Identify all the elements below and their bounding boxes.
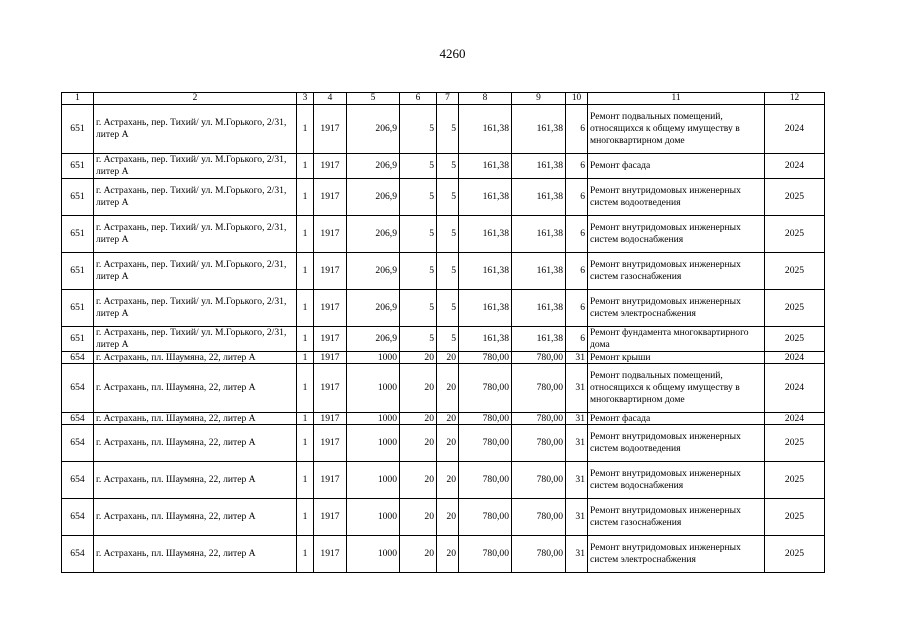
planned-year-cell: 2025 (765, 179, 825, 216)
work-type-cell: Ремонт подвальных помещений, относящихся к общему имуществу в многоквартирном доме (588, 364, 765, 413)
col6-cell: 5 (400, 179, 437, 216)
work-type-cell: Ремонт фасада (588, 154, 765, 179)
work-type-cell: Ремонт внутридомовых инженерных систем газоснабжения (588, 499, 765, 536)
planned-year-cell: 2025 (765, 462, 825, 499)
col6-cell: 20 (400, 499, 437, 536)
total-area-cell: 206,9 (347, 154, 400, 179)
col3-cell: 1 (297, 499, 314, 536)
col10-cell: 31 (566, 364, 588, 413)
total-area-cell: 206,9 (347, 105, 400, 154)
col10-cell: 6 (566, 179, 588, 216)
column-header: 5 (347, 93, 400, 105)
col7-cell: 5 (437, 253, 459, 290)
col3-cell: 1 (297, 154, 314, 179)
col3-cell: 1 (297, 179, 314, 216)
total-area-cell: 1000 (347, 499, 400, 536)
house-number-cell: 651 (62, 179, 94, 216)
col3-cell: 1 (297, 290, 314, 327)
table-row (62, 352, 825, 364)
col9-cell: 161,38 (512, 327, 566, 352)
col10-cell: 6 (566, 253, 588, 290)
work-type-cell: Ремонт внутридомовых инженерных систем водоснабжения (588, 216, 765, 253)
address-cell: г. Астрахань, пер. Тихий/ ул. М.Горького, 2/31, литер А (94, 290, 297, 327)
table-row (62, 179, 825, 216)
col3-cell: 1 (297, 536, 314, 573)
work-type-cell: Ремонт фундамента многоквартирного дома (588, 327, 765, 352)
col6-cell: 5 (400, 105, 437, 154)
planned-year-cell: 2025 (765, 216, 825, 253)
repair-schedule-table (61, 92, 825, 573)
total-area-cell: 206,9 (347, 327, 400, 352)
col9-cell: 161,38 (512, 154, 566, 179)
col7-cell: 20 (437, 499, 459, 536)
column-number-row (62, 93, 825, 105)
col3-cell: 1 (297, 425, 314, 462)
col7-cell: 20 (437, 462, 459, 499)
build-year-cell: 1917 (314, 290, 347, 327)
total-area-cell: 1000 (347, 425, 400, 462)
col9-cell: 161,38 (512, 105, 566, 154)
total-area-cell: 206,9 (347, 216, 400, 253)
table-row (62, 154, 825, 179)
col7-cell: 5 (437, 154, 459, 179)
table-row (62, 253, 825, 290)
work-type-cell: Ремонт внутридомовых инженерных систем газоснабжения (588, 253, 765, 290)
planned-year-cell: 2025 (765, 536, 825, 573)
build-year-cell: 1917 (314, 179, 347, 216)
house-number-cell: 654 (62, 536, 94, 573)
col6-cell: 5 (400, 290, 437, 327)
house-number-cell: 654 (62, 413, 94, 425)
address-cell: г. Астрахань, пер. Тихий/ ул. М.Горького, 2/31, литер А (94, 179, 297, 216)
column-header: 8 (459, 93, 512, 105)
column-header: 1 (62, 93, 94, 105)
planned-year-cell: 2024 (765, 364, 825, 413)
col10-cell: 31 (566, 352, 588, 364)
col8-cell: 161,38 (459, 290, 512, 327)
table-row (62, 499, 825, 536)
col8-cell: 780,00 (459, 462, 512, 499)
page-number: 4260 (439, 46, 466, 61)
col8-cell: 780,00 (459, 536, 512, 573)
col10-cell: 31 (566, 413, 588, 425)
planned-year-cell: 2024 (765, 352, 825, 364)
planned-year-cell: 2025 (765, 499, 825, 536)
house-number-cell: 654 (62, 364, 94, 413)
house-number-cell: 651 (62, 154, 94, 179)
address-cell: г. Астрахань, пер. Тихий/ ул. М.Горького, 2/31, литер А (94, 105, 297, 154)
work-type-cell: Ремонт внутридомовых инженерных систем водоотведения (588, 425, 765, 462)
col9-cell: 780,00 (512, 462, 566, 499)
col9-cell: 780,00 (512, 413, 566, 425)
col6-cell: 5 (400, 327, 437, 352)
col3-cell: 1 (297, 462, 314, 499)
total-area-cell: 1000 (347, 462, 400, 499)
address-cell: г. Астрахань, пл. Шаумяна, 22, литер А (94, 536, 297, 573)
col8-cell: 161,38 (459, 327, 512, 352)
total-area-cell: 1000 (347, 364, 400, 413)
build-year-cell: 1917 (314, 352, 347, 364)
col10-cell: 6 (566, 327, 588, 352)
col9-cell: 780,00 (512, 364, 566, 413)
col10-cell: 6 (566, 216, 588, 253)
build-year-cell: 1917 (314, 327, 347, 352)
col9-cell: 161,38 (512, 253, 566, 290)
column-header: 4 (314, 93, 347, 105)
col8-cell: 161,38 (459, 216, 512, 253)
col9-cell: 780,00 (512, 536, 566, 573)
col9-cell: 161,38 (512, 179, 566, 216)
address-cell: г. Астрахань, пл. Шаумяна, 22, литер А (94, 364, 297, 413)
build-year-cell: 1917 (314, 425, 347, 462)
col10-cell: 31 (566, 536, 588, 573)
col10-cell: 6 (566, 290, 588, 327)
col8-cell: 161,38 (459, 154, 512, 179)
work-type-cell: Ремонт крыши (588, 352, 765, 364)
col10-cell: 31 (566, 462, 588, 499)
table-row (62, 425, 825, 462)
build-year-cell: 1917 (314, 154, 347, 179)
col6-cell: 20 (400, 462, 437, 499)
col8-cell: 780,00 (459, 364, 512, 413)
planned-year-cell: 2025 (765, 290, 825, 327)
address-cell: г. Астрахань, пл. Шаумяна, 22, литер А (94, 413, 297, 425)
address-cell: г. Астрахань, пер. Тихий/ ул. М.Горького, 2/31, литер А (94, 216, 297, 253)
col7-cell: 5 (437, 216, 459, 253)
col8-cell: 780,00 (459, 413, 512, 425)
work-type-cell: Ремонт внутридомовых инженерных систем электроснабжения (588, 290, 765, 327)
table-row (62, 327, 825, 352)
col6-cell: 20 (400, 425, 437, 462)
col10-cell: 31 (566, 499, 588, 536)
address-cell: г. Астрахань, пл. Шаумяна, 22, литер А (94, 499, 297, 536)
table-row (62, 536, 825, 573)
address-cell: г. Астрахань, пер. Тихий/ ул. М.Горького, 2/31, литер А (94, 154, 297, 179)
address-cell: г. Астрахань, пер. Тихий/ ул. М.Горького, 2/31, литер А (94, 253, 297, 290)
col7-cell: 20 (437, 413, 459, 425)
table-row (62, 462, 825, 499)
column-header: 2 (94, 93, 297, 105)
total-area-cell: 1000 (347, 352, 400, 364)
table-row (62, 413, 825, 425)
col8-cell: 161,38 (459, 105, 512, 154)
build-year-cell: 1917 (314, 462, 347, 499)
build-year-cell: 1917 (314, 216, 347, 253)
planned-year-cell: 2025 (765, 327, 825, 352)
planned-year-cell: 2024 (765, 154, 825, 179)
address-cell: г. Астрахань, пер. Тихий/ ул. М.Горького, 2/31, литер А (94, 327, 297, 352)
table-row (62, 105, 825, 154)
build-year-cell: 1917 (314, 413, 347, 425)
table-row (62, 216, 825, 253)
col8-cell: 780,00 (459, 352, 512, 364)
col3-cell: 1 (297, 216, 314, 253)
work-type-cell: Ремонт фасада (588, 413, 765, 425)
column-header: 10 (566, 93, 588, 105)
col10-cell: 6 (566, 105, 588, 154)
column-header: 9 (512, 93, 566, 105)
total-area-cell: 206,9 (347, 253, 400, 290)
work-type-cell: Ремонт внутридомовых инженерных систем водоснабжения (588, 462, 765, 499)
col6-cell: 20 (400, 364, 437, 413)
planned-year-cell: 2024 (765, 105, 825, 154)
col7-cell: 20 (437, 364, 459, 413)
build-year-cell: 1917 (314, 536, 347, 573)
col6-cell: 5 (400, 154, 437, 179)
build-year-cell: 1917 (314, 499, 347, 536)
address-cell: г. Астрахань, пл. Шаумяна, 22, литер А (94, 425, 297, 462)
col6-cell: 20 (400, 536, 437, 573)
house-number-cell: 654 (62, 425, 94, 462)
house-number-cell: 651 (62, 105, 94, 154)
col9-cell: 161,38 (512, 290, 566, 327)
col6-cell: 20 (400, 352, 437, 364)
work-type-cell: Ремонт подвальных помещений, относящихся к общему имуществу в многоквартирном доме (588, 105, 765, 154)
planned-year-cell: 2025 (765, 253, 825, 290)
house-number-cell: 654 (62, 499, 94, 536)
house-number-cell: 651 (62, 253, 94, 290)
col3-cell: 1 (297, 253, 314, 290)
column-header: 3 (297, 93, 314, 105)
house-number-cell: 654 (62, 462, 94, 499)
col7-cell: 20 (437, 536, 459, 573)
col7-cell: 20 (437, 425, 459, 462)
house-number-cell: 651 (62, 216, 94, 253)
house-number-cell: 651 (62, 290, 94, 327)
total-area-cell: 206,9 (347, 179, 400, 216)
build-year-cell: 1917 (314, 364, 347, 413)
house-number-cell: 654 (62, 352, 94, 364)
col8-cell: 780,00 (459, 425, 512, 462)
table-row (62, 364, 825, 413)
col8-cell: 161,38 (459, 179, 512, 216)
col9-cell: 780,00 (512, 352, 566, 364)
column-header: 6 (400, 93, 437, 105)
col6-cell: 20 (400, 413, 437, 425)
col7-cell: 5 (437, 327, 459, 352)
col8-cell: 780,00 (459, 499, 512, 536)
col6-cell: 5 (400, 216, 437, 253)
col10-cell: 31 (566, 425, 588, 462)
work-type-cell: Ремонт внутридомовых инженерных систем электроснабжения (588, 536, 765, 573)
col9-cell: 780,00 (512, 499, 566, 536)
total-area-cell: 1000 (347, 536, 400, 573)
table-row (62, 290, 825, 327)
col3-cell: 1 (297, 352, 314, 364)
col10-cell: 6 (566, 154, 588, 179)
col8-cell: 161,38 (459, 253, 512, 290)
address-cell: г. Астрахань, пл. Шаумяна, 22, литер А (94, 352, 297, 364)
build-year-cell: 1917 (314, 105, 347, 154)
column-header: 11 (588, 93, 765, 105)
col7-cell: 20 (437, 352, 459, 364)
col7-cell: 5 (437, 179, 459, 216)
column-header: 7 (437, 93, 459, 105)
col3-cell: 1 (297, 327, 314, 352)
col9-cell: 780,00 (512, 425, 566, 462)
address-cell: г. Астрахань, пл. Шаумяна, 22, литер А (94, 462, 297, 499)
col3-cell: 1 (297, 364, 314, 413)
build-year-cell: 1917 (314, 253, 347, 290)
total-area-cell: 1000 (347, 413, 400, 425)
col6-cell: 5 (400, 253, 437, 290)
column-header: 12 (765, 93, 825, 105)
house-number-cell: 651 (62, 327, 94, 352)
planned-year-cell: 2024 (765, 413, 825, 425)
work-type-cell: Ремонт внутридомовых инженерных систем водоотведения (588, 179, 765, 216)
planned-year-cell: 2025 (765, 425, 825, 462)
col9-cell: 161,38 (512, 216, 566, 253)
col7-cell: 5 (437, 105, 459, 154)
col3-cell: 1 (297, 413, 314, 425)
total-area-cell: 206,9 (347, 290, 400, 327)
col3-cell: 1 (297, 105, 314, 154)
col7-cell: 5 (437, 290, 459, 327)
